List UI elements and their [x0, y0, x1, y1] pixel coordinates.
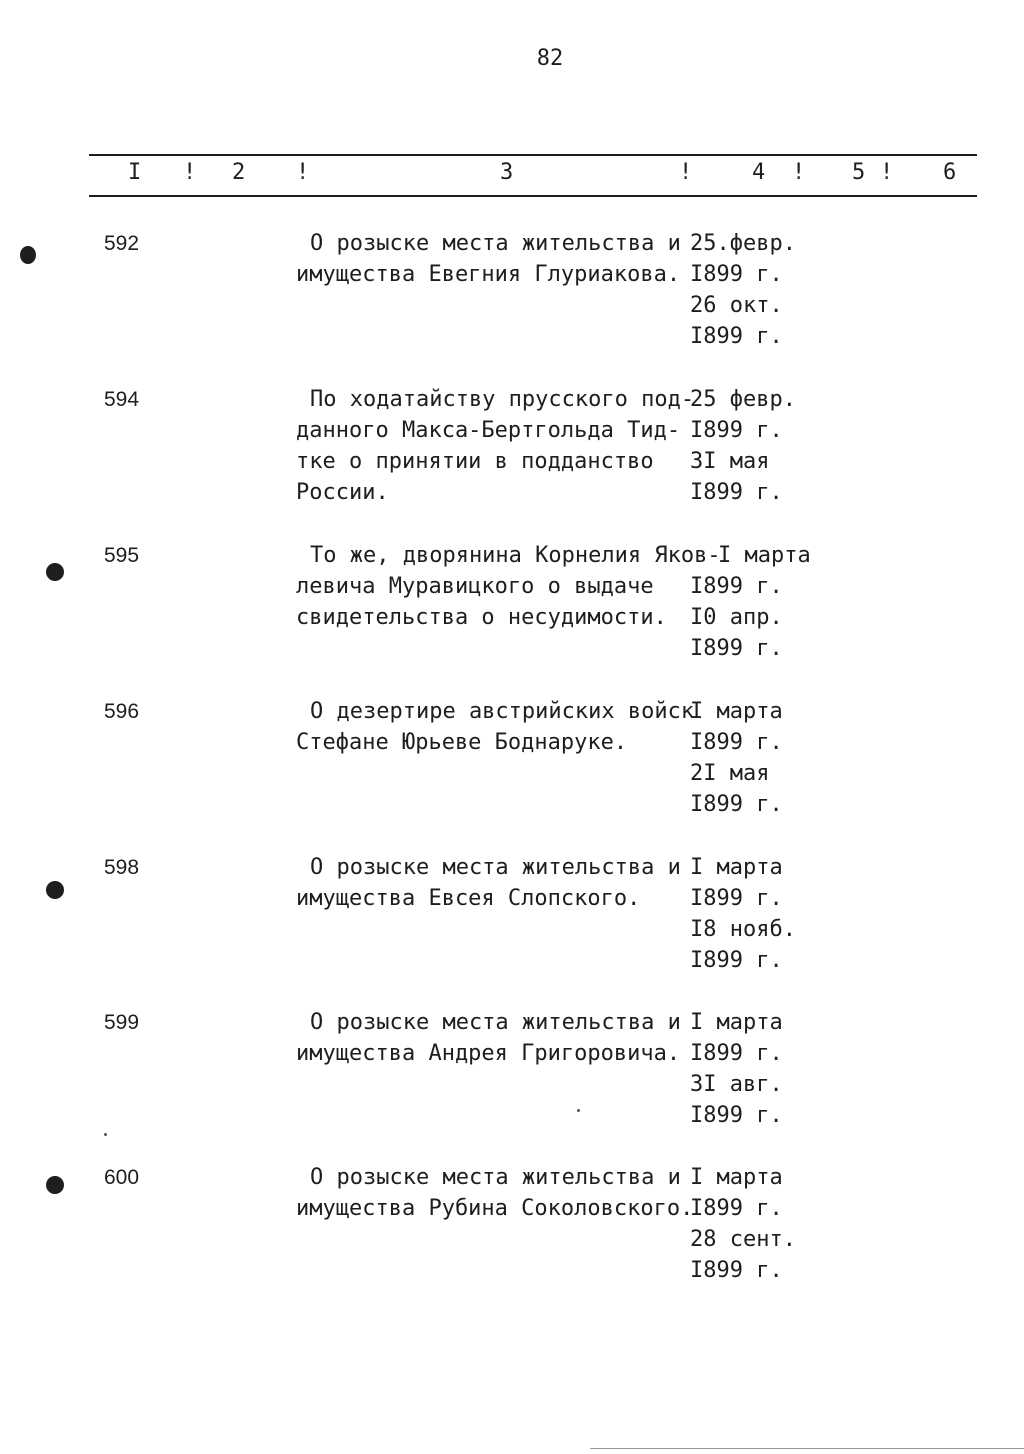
speck-mark: [104, 1133, 107, 1136]
record-number: 595: [104, 544, 140, 567]
record-number: 600: [104, 1166, 140, 1189]
date-line: I899 г.: [690, 636, 783, 661]
header-separator: !: [679, 160, 693, 185]
date-line: I марта: [690, 855, 783, 880]
date-line: I899 г.: [690, 324, 783, 349]
record-number: 598: [104, 856, 140, 879]
description-line: имущества Рубина Соколовского.: [296, 1196, 694, 1221]
date-line: I899 г.: [690, 574, 783, 599]
description-line: свидетельства о несудимости.: [296, 605, 667, 630]
date-line: I0 апр.: [690, 605, 783, 630]
header-separator: !: [296, 160, 310, 185]
header-col-3: 3: [500, 160, 514, 185]
date-line: I марта: [718, 543, 811, 568]
date-line: I899 г.: [690, 948, 783, 973]
header-col-6: 6: [943, 160, 957, 185]
record-description: [296, 696, 696, 758]
description-line: О розыске места жительства и: [310, 1165, 681, 1190]
date-line: 26 окт.: [690, 293, 783, 318]
date-line: I899 г.: [690, 886, 783, 911]
header-col-2: 2: [232, 160, 246, 185]
record-dates: [718, 540, 858, 571]
record-dates: [690, 696, 830, 820]
date-line: I марта: [690, 1010, 783, 1035]
description-line: По ходатайству прусского под-: [310, 387, 695, 412]
date-line: I марта: [690, 1165, 783, 1190]
record-description: [296, 1162, 696, 1224]
description-line: левича Муравицкого о выдаче: [296, 574, 654, 599]
description-line: России.: [296, 480, 389, 505]
record-dates: [690, 571, 830, 664]
date-line: 3I авг.: [690, 1072, 783, 1097]
record-description: [296, 228, 696, 290]
record-number: 592: [104, 232, 140, 255]
date-line: I899 г.: [690, 418, 783, 443]
header-col-5: 5: [852, 160, 866, 185]
description-line: данного Макса-Бертгольда Тид-: [296, 418, 681, 443]
record-dates: [690, 384, 830, 508]
description-line: Стефане Юрьеве Боднаруке.: [296, 730, 628, 755]
record-description: [296, 384, 696, 508]
record-description: [296, 852, 696, 914]
punch-hole-mark: [46, 563, 64, 581]
punch-hole-mark: [46, 881, 64, 899]
record-dates: [690, 1162, 830, 1286]
record-dates: [690, 852, 830, 976]
record-dates: [690, 228, 830, 352]
bottom-edge-line: [590, 1448, 1024, 1449]
header-col-4: 4: [752, 160, 766, 185]
record-number: 594: [104, 388, 140, 411]
description-line: О розыске места жительства и: [310, 231, 681, 256]
header-top-rule: [89, 154, 977, 156]
date-line: I899 г.: [690, 480, 783, 505]
date-line: I899 г.: [690, 1258, 783, 1283]
date-line: 25.февр.: [690, 231, 796, 256]
date-line: I899 г.: [690, 792, 783, 817]
description-line: То же, дворянина Корнелия Яков-: [310, 543, 721, 568]
date-line: I899 г.: [690, 1196, 783, 1221]
description-line: О розыске места жительства и: [310, 855, 681, 880]
description-line: О дезертире австрийских войск: [310, 699, 695, 724]
header-separator: !: [880, 160, 894, 185]
record-description: [296, 1007, 696, 1069]
date-line: I8 нояб.: [690, 917, 796, 942]
header-bottom-rule: [89, 195, 977, 197]
table-header: [0, 160, 1024, 190]
description-line: О розыске места жительства и: [310, 1010, 681, 1035]
date-line: 25 февр.: [690, 387, 796, 412]
description-line: тке о принятии в подданство: [296, 449, 654, 474]
header-separator: !: [183, 160, 197, 185]
description-line: имущества Евегния Глуриакова.: [296, 262, 681, 287]
record-number: 596: [104, 700, 140, 723]
header-separator: !: [792, 160, 806, 185]
page-number: 82: [536, 46, 564, 71]
date-line: I899 г.: [690, 262, 783, 287]
date-line: 2I мая: [690, 761, 770, 786]
record-number: 599: [104, 1011, 140, 1034]
punch-hole-mark: [20, 246, 36, 264]
description-line: имущества Евсея Слопского.: [296, 886, 641, 911]
date-line: I899 г.: [690, 1041, 783, 1066]
date-line: I899 г.: [690, 730, 783, 755]
date-line: 3I мая: [690, 449, 770, 474]
date-line: I марта: [690, 699, 783, 724]
speck-mark: [577, 1109, 580, 1112]
punch-hole-mark: [46, 1176, 64, 1194]
header-col-1: I: [128, 160, 142, 185]
date-line: I899 г.: [690, 1103, 783, 1128]
record-description: [296, 540, 721, 633]
record-dates: [690, 1007, 830, 1131]
description-line: имущества Андрея Григоровича.: [296, 1041, 681, 1066]
date-line: 28 сент.: [690, 1227, 796, 1252]
